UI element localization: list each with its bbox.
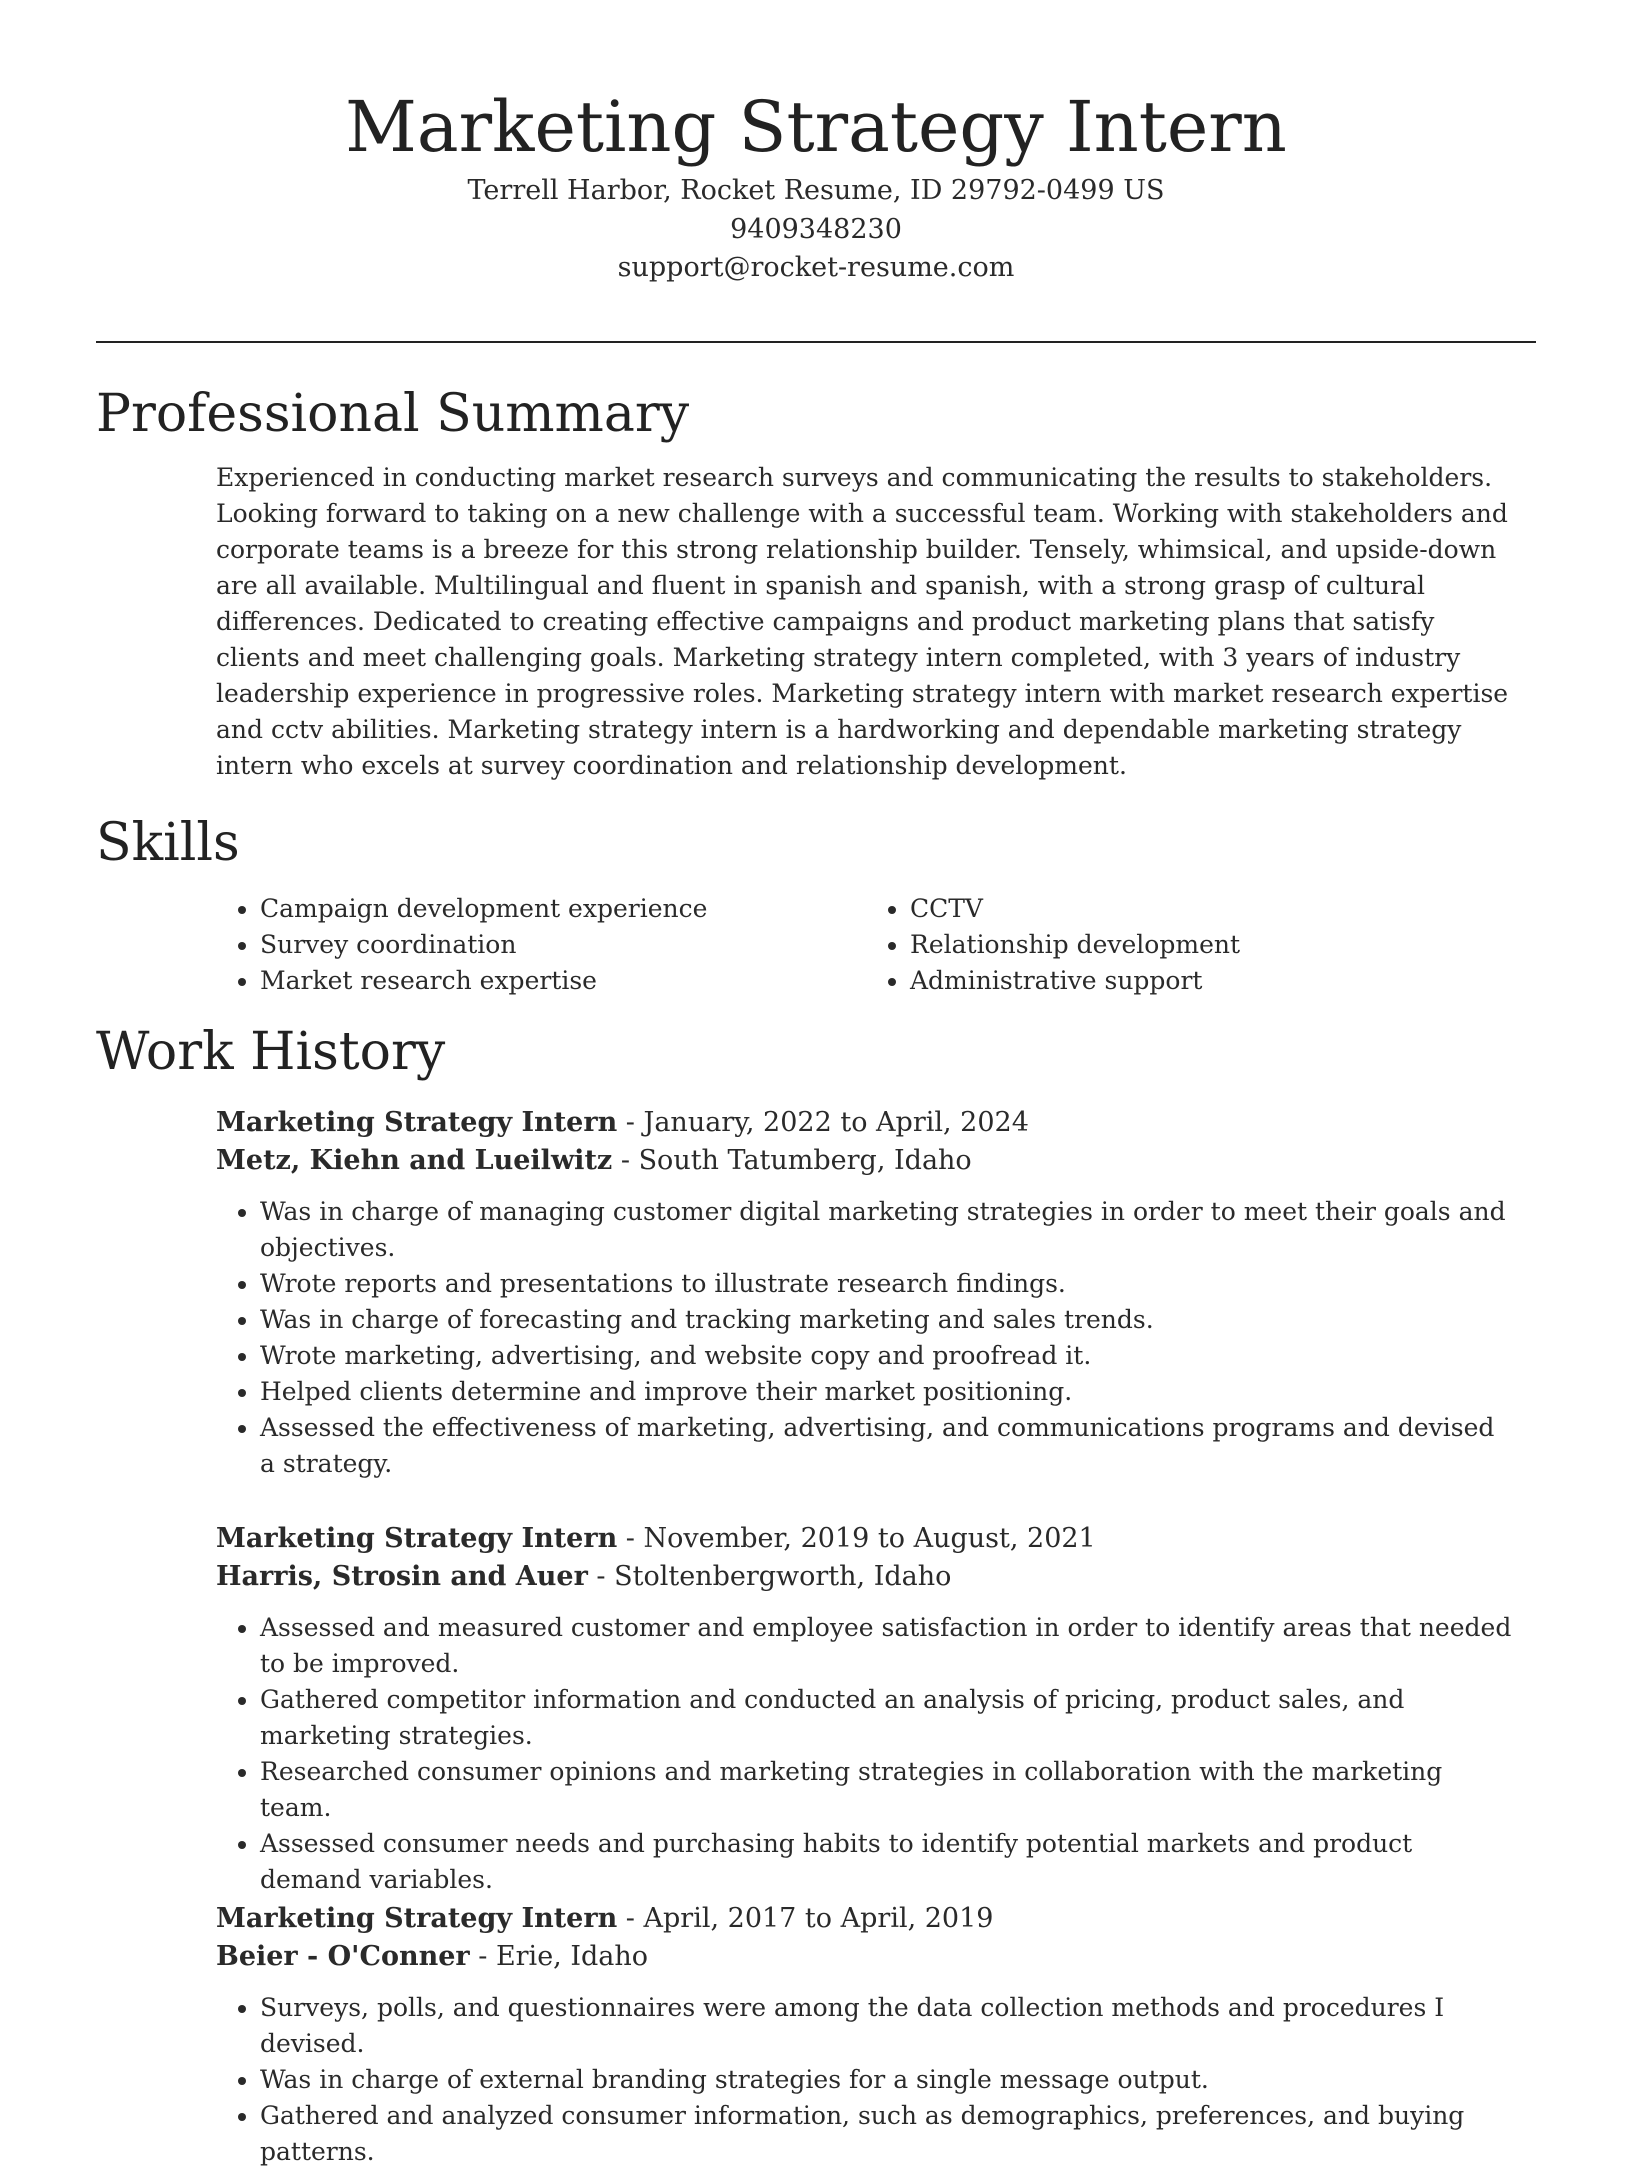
job-title-line [216, 1900, 1516, 1938]
job-dates: January, 2022 to April, 2024 [643, 1107, 1029, 1138]
work-history-heading: Work History [96, 1022, 446, 1082]
job-separator: - [596, 1561, 615, 1592]
job-bullet: • Helped clients determine and improve their market positioning. [260, 1374, 1516, 1410]
job-dates: November, 2019 to August, 2021 [643, 1523, 1096, 1554]
job-bullet: • Wrote marketing, advertising, and website copy and proofread it. [260, 1338, 1516, 1374]
summary-heading: Professional Summary [96, 384, 690, 444]
job-title: Marketing Strategy Intern [216, 1903, 618, 1934]
job-entry [216, 1104, 1516, 1482]
contact-email: support@rocket-resume.com [617, 252, 1015, 283]
job-dates: April, 2017 to April, 2019 [643, 1903, 994, 1934]
job-bullets [216, 1194, 1516, 1482]
job-bullets [216, 1990, 1516, 2170]
skills-heading: Skills [96, 813, 240, 873]
job-bullet: • Researched consumer opinions and marketing strategies in collaboration with the marketing team. [260, 1754, 1516, 1826]
job-bullet: • Wrote reports and presentations to illustrate research findings. [260, 1266, 1516, 1302]
job-company-line [216, 1142, 1516, 1180]
job-separator: - [625, 1903, 644, 1934]
summary-text: Experienced in conducting market research surveys and communicating the results to stakeholders. Looking forward to taking on a new challenge with a successful team. Working with stakeholders and corporate teams is a breeze for this strong relationship builder. Tensely, whimsical, and upside-down are all available. Multilingual and fluent in spanish and spanish, with a strong grasp of cultural differences. Dedicated to creating effective campaigns and product marketing plans that satisfy clients and meet challenging goals. Marketing strategy intern completed, with 3 years of industry leadership experience in progressive roles. Marketing strategy intern with market research expertise and cctv abilities. Marketing strategy intern is a hardworking and dependable marketing strategy intern who excels at survey coordination and relationship development. [216, 463, 1509, 780]
skill-item: • Relationship development [910, 927, 1516, 963]
resume-header [0, 0, 1632, 288]
job-bullet: • Gathered and analyzed consumer information, such as demographics, preferences, and buying patterns. [260, 2098, 1516, 2170]
skills-column-left [216, 891, 866, 999]
job-company-line [216, 1558, 1516, 1596]
job-bullet: • Assessed consumer needs and purchasing habits to identify potential markets and product demand variables. [260, 1826, 1516, 1898]
skill-item: • Survey coordination [260, 927, 866, 963]
job-bullet: • Was in charge of managing customer digital marketing strategies in order to meet their goals and objectives. [260, 1194, 1516, 1266]
job-location: Erie, Idaho [495, 1941, 649, 1972]
skill-item: • Administrative support [910, 963, 1516, 999]
skills-list [216, 891, 1516, 999]
job-title-line [216, 1520, 1516, 1558]
job-company-line [216, 1938, 1516, 1976]
job-title: Marketing Strategy Intern [216, 1523, 618, 1554]
job-title-line [216, 1104, 1516, 1142]
skill-item: • Campaign development experience [260, 891, 866, 927]
job-separator: - [625, 1523, 644, 1554]
job-bullet: • Gathered competitor information and conducted an analysis of pricing, product sales, and marketing strategies. [260, 1682, 1516, 1754]
job-separator: - [625, 1107, 644, 1138]
job-location: Stoltenbergworth, Idaho [614, 1561, 952, 1592]
job-company: Harris, Strosin and Auer [216, 1561, 588, 1592]
job-bullet: • Assessed the effectiveness of marketing, advertising, and communications programs and devised a strategy. [260, 1410, 1516, 1482]
job-bullet: • Surveys, polls, and questionnaires were among the data collection methods and procedures I devised. [260, 1990, 1516, 2062]
header-divider [96, 341, 1536, 343]
contact-address: Terrell Harbor, Rocket Resume, ID 29792-0499 US [467, 175, 1165, 206]
job-entry [216, 1520, 1516, 1898]
job-location: South Tatumberg, Idaho [638, 1145, 972, 1176]
skill-item: • Market research expertise [260, 963, 866, 999]
job-bullet: • Was in charge of forecasting and tracking marketing and sales trends. [260, 1302, 1516, 1338]
job-bullets [216, 1610, 1516, 1898]
job-title: Marketing Strategy Intern [216, 1107, 618, 1138]
skill-item: • CCTV [910, 891, 1516, 927]
job-company: Beier - O'Conner [216, 1941, 470, 1972]
candidate-name: Marketing Strategy Intern [345, 86, 1287, 168]
job-separator: - [620, 1145, 639, 1176]
job-bullet: • Assessed and measured customer and employee satisfaction in order to identify areas that needed to be improved. [260, 1610, 1516, 1682]
job-company: Metz, Kiehn and Lueilwitz [216, 1145, 613, 1176]
job-bullet: • Was in charge of external branding strategies for a single message output. [260, 2062, 1516, 2098]
job-separator: - [478, 1941, 496, 1972]
contact-phone: 9409348230 [730, 213, 902, 245]
skills-column-right [866, 891, 1516, 999]
job-entry [216, 1900, 1516, 2170]
